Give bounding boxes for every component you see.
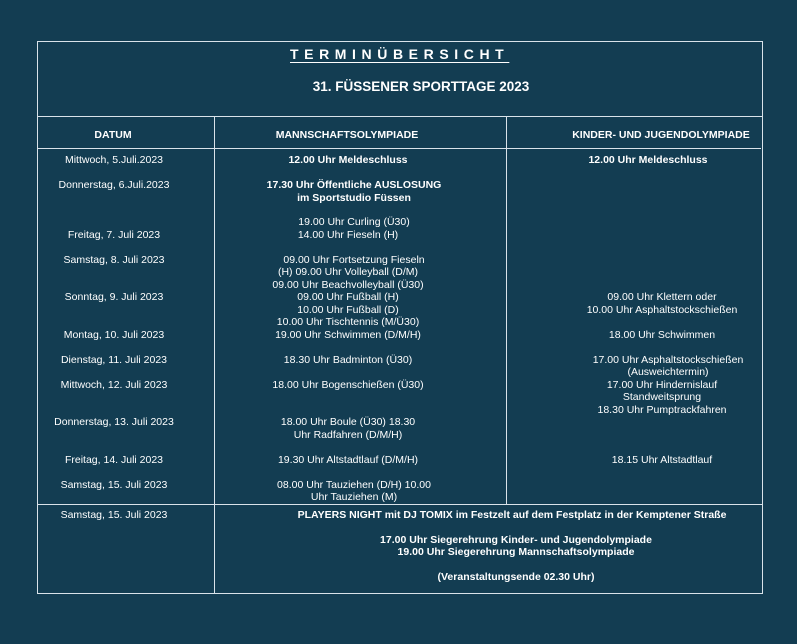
mannschaft-entry: 10.00 Uhr Fußball (D) bbox=[297, 304, 399, 316]
mannschaft-entry: 12.00 Uhr Meldeschluss bbox=[288, 154, 408, 166]
mannschaft-entry: (H) 09.00 Uhr Volleyball (D/M) bbox=[277, 266, 419, 278]
kinder-entry: (Ausweichtermin) bbox=[627, 366, 709, 378]
date-cell: Donnerstag, 13. Juli 2023 bbox=[54, 416, 174, 428]
award-ceremony-mannschaft: 19.00 Uhr Siegerehrung Mannschaftsolympiade bbox=[397, 546, 635, 558]
mannschaft-entry: 19.00 Uhr Schwimmen (D/M/H) bbox=[275, 329, 421, 341]
mannschaft-entry: Uhr Radfahren (D/M/H) bbox=[293, 429, 403, 441]
date-cell: Sonntag, 9. Juli 2023 bbox=[64, 291, 164, 303]
mannschaft-entry: 19.30 Uhr Altstadtlauf (D/M/H) bbox=[277, 454, 419, 466]
column-header-datum: DATUM bbox=[94, 129, 132, 141]
mannschaft-entry: 18.00 Uhr Boule (Ü30) 18.30 bbox=[280, 416, 416, 428]
kinder-entry: 17.00 Uhr Hindernislauf bbox=[606, 379, 718, 391]
date-cell: Samstag, 15. Juli 2023 bbox=[60, 509, 168, 521]
event-end-note: (Veranstaltungsende 02.30 Uhr) bbox=[437, 571, 595, 583]
date-cell: Montag, 10. Juli 2023 bbox=[63, 329, 165, 341]
mannschaft-entry: 09.00 Uhr Fortsetzung Fieseln bbox=[283, 254, 425, 266]
kinder-entry: Standweitsprung bbox=[622, 391, 702, 403]
date-cell: Dienstag, 11. Juli 2023 bbox=[60, 354, 168, 366]
date-cell: Samstag, 15. Juli 2023 bbox=[60, 479, 168, 491]
date-cell: Mittwoch, 5.Juli.2023 bbox=[64, 154, 164, 166]
column-header-kinder: KINDER- UND JUGENDOLYMPIADE bbox=[572, 129, 750, 141]
mannschaft-entry: 09.00 Uhr Fußball (H) bbox=[297, 291, 399, 303]
mannschaft-entry: 10.00 Uhr Tischtennis (M/Ü30) bbox=[276, 316, 420, 328]
mannschaft-entry: 08.00 Uhr Tauziehen (D/H) 10.00 bbox=[277, 479, 431, 491]
date-cell: Donnerstag, 6.Juli.2023 bbox=[58, 179, 170, 191]
kinder-entry: 09.00 Uhr Klettern oder bbox=[607, 291, 717, 303]
mannschaft-entry: im Sportstudio Füssen bbox=[297, 192, 411, 204]
column-header-mannschaft: MANNSCHAFTSOLYMPIADE bbox=[275, 129, 419, 141]
column-divider-2 bbox=[506, 116, 507, 504]
mannschaft-entry: Uhr Tauziehen (M) bbox=[310, 491, 398, 503]
mannschaft-entry: 17.30 Uhr Öffentliche AUSLOSUNG bbox=[266, 179, 442, 191]
column-header-divider bbox=[37, 148, 761, 149]
players-night-divider bbox=[37, 504, 763, 505]
date-cell: Freitag, 14. Juli 2023 bbox=[64, 454, 164, 466]
mannschaft-entry: 18.00 Uhr Bogenschießen (Ü30) bbox=[272, 379, 424, 391]
column-divider-1 bbox=[214, 116, 215, 594]
date-cell: Freitag, 7. Juli 2023 bbox=[67, 229, 161, 241]
page-subtitle: 31. FÜSSENER SPORTTAGE 2023 bbox=[312, 79, 530, 94]
kinder-entry: 12.00 Uhr Meldeschluss bbox=[588, 154, 708, 166]
page-title: TERMINÜBERSICHT bbox=[290, 46, 510, 62]
players-night-announcement: PLAYERS NIGHT mit DJ TOMIX im Festzelt auf dem Festplatz in der Kemptener Straße bbox=[297, 509, 727, 521]
kinder-entry: 10.00 Uhr Asphaltstockschießen bbox=[586, 304, 738, 316]
date-cell: Samstag, 8. Juli 2023 bbox=[63, 254, 165, 266]
mannschaft-entry: 19.00 Uhr Curling (Ü30) bbox=[298, 216, 410, 228]
mannschaft-entry: 14.00 Uhr Fieseln (H) bbox=[297, 229, 399, 241]
date-cell: Mittwoch, 12. Juli 2023 bbox=[60, 379, 168, 391]
mannschaft-entry: 09.00 Uhr Beachvolleyball (Ü30) bbox=[272, 279, 424, 291]
header-divider bbox=[37, 116, 763, 117]
kinder-entry: 18.30 Uhr Pumptrackfahren bbox=[597, 404, 727, 416]
kinder-entry: 18.00 Uhr Schwimmen bbox=[608, 329, 716, 341]
kinder-entry: 17.00 Uhr Asphaltstockschießen bbox=[592, 354, 744, 366]
kinder-entry: 18.15 Uhr Altstadtlauf bbox=[611, 454, 713, 466]
mannschaft-entry: 18.30 Uhr Badminton (Ü30) bbox=[283, 354, 413, 366]
award-ceremony-kinder: 17.00 Uhr Siegerehrung Kinder- und Jugendolympiade bbox=[380, 534, 652, 546]
